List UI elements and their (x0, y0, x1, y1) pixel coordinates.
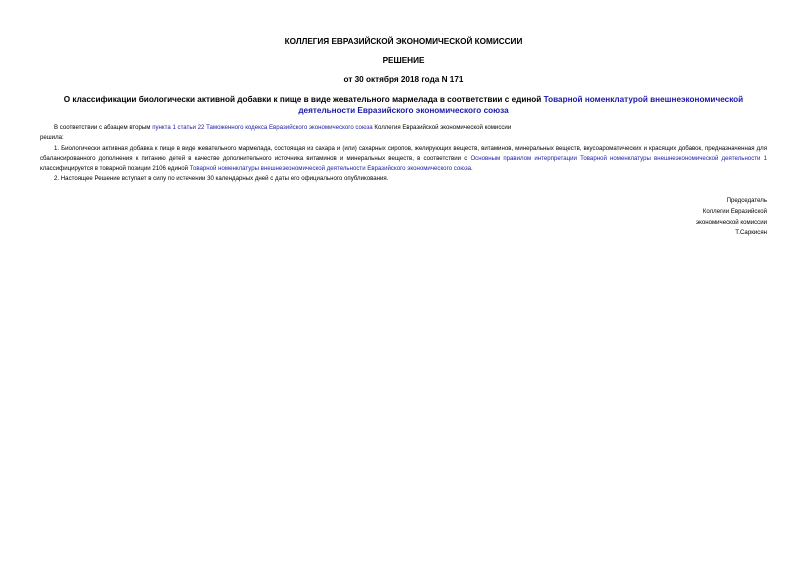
interpretation-rule-link[interactable]: Основным правилом интерпретации Товарной номенклатуры внешнеэкономической деятельности 1 (470, 154, 767, 162)
document-title (50, 95, 757, 116)
tn-ved-link[interactable]: Товарной номенклатуры внешнеэкономической деятельности Евразийского экономического союза (189, 165, 471, 173)
signature-name: Т.Саркисян (735, 229, 767, 237)
document-page (40, 0, 767, 571)
signature-position-2: Коллегии Евразийской (702, 207, 767, 215)
preamble-paragraph (40, 123, 767, 133)
signature-position-1: Председатель (726, 197, 767, 204)
item-1-paragraph (40, 144, 767, 175)
title-text: О классификации биологически активной добавки к пище в виде жевательного мармелада в соответствии с единой (63, 95, 544, 104)
preamble-text-2: Коллегия Евразийской экономической комиссии (372, 124, 512, 131)
item-1-text-3: . (471, 165, 473, 173)
item-1-text-2: классифицируется в товарной позиции 2106 единой (40, 165, 190, 173)
item-1-text-1: 1. Биологически активная добавка к пище в виде жевательного мармелада, состоящая из сахара и (или) сахарных сиропов, желирующих веществ, витаминов, минеральных веществ, вкусоароматических и красящих добавок, предназначенная для сбалансированного дополнения к питанию детей в качестве дополнительного источника витаминов и минеральных веществ, в соответствии с (40, 144, 767, 162)
decided-paragraph: решила: (40, 134, 64, 142)
title-link-tn-ved[interactable]: Товарной номенклатурой внешнеэкономической деятельности Евразийского экономического союза (298, 95, 744, 115)
item-2-paragraph: 2. Настоящее Решение вступает в силу по истечении 30 календарных дней с даты его официального опубликования. (54, 175, 389, 183)
document-type-heading: РЕШЕНИЕ (382, 56, 425, 65)
customs-code-link[interactable]: пункта 1 статьи 22 Таможенного кодекса Евразийского экономического союза (152, 124, 373, 131)
signature-position-3: экономической комиссии (695, 218, 767, 226)
document-body (40, 123, 767, 185)
organization-heading: КОЛЛЕГИЯ ЕВРАЗИЙСКОЙ ЭКОНОМИЧЕСКОЙ КОМИССИИ (284, 37, 523, 46)
preamble-text-1: В соответствии с абзацем вторым (54, 124, 153, 131)
signature-block (567, 196, 767, 239)
document-date-number: от 30 октября 2018 года N 171 (343, 75, 464, 84)
